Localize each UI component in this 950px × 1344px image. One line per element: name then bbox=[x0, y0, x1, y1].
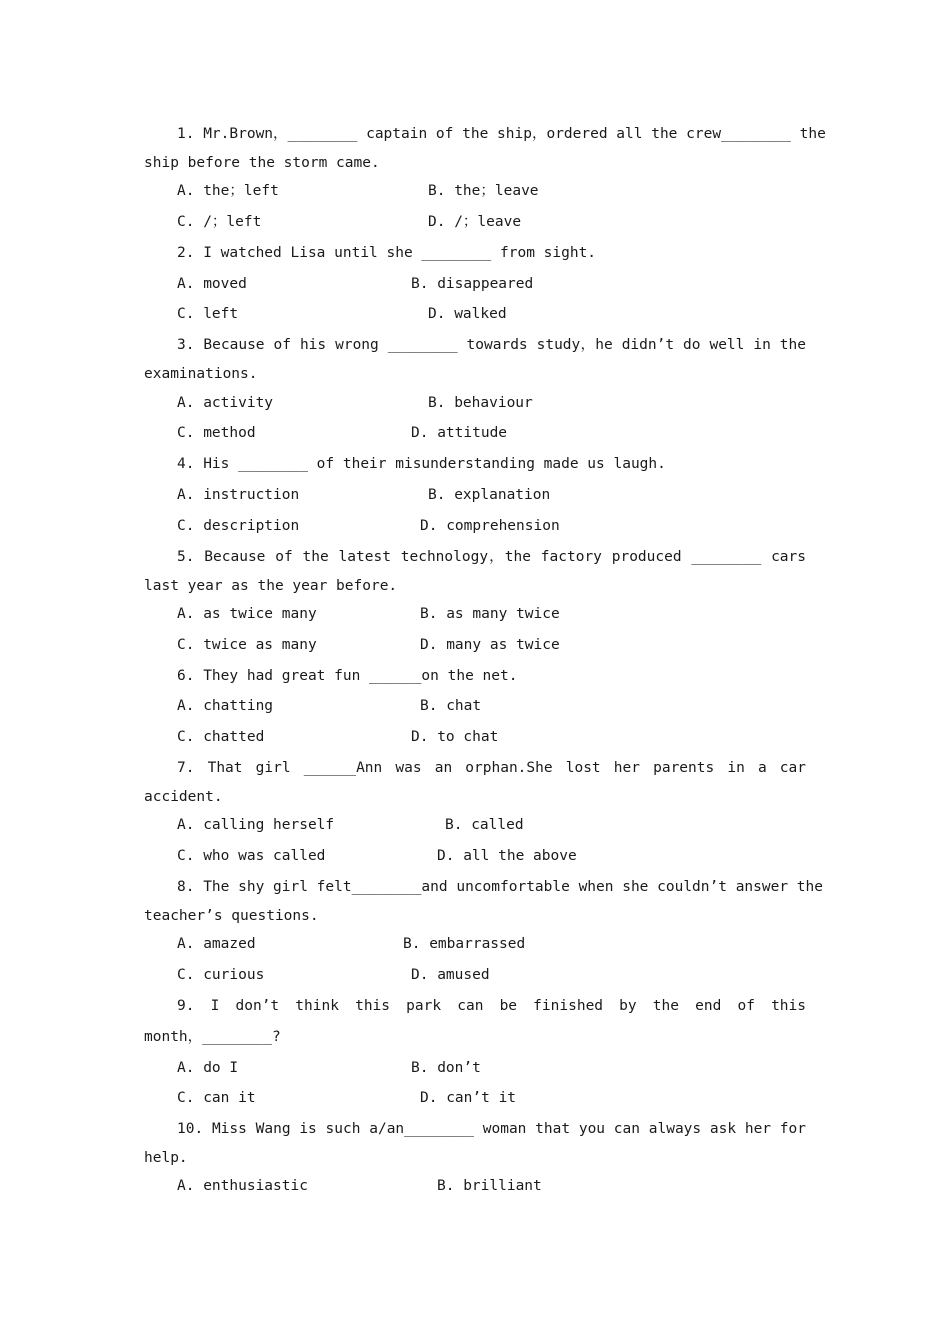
question-2-option-c: C. left bbox=[177, 306, 239, 322]
question-8-option-b: B. embarrassed bbox=[403, 936, 526, 952]
question-3-option-d: D. attitude bbox=[411, 425, 508, 441]
question-6-option-b: B. chat bbox=[420, 698, 482, 714]
question-3-line-2: examinations. bbox=[144, 366, 258, 382]
question-5-line-1: 5. Because of the latest technology，the factory produced ________ cars bbox=[177, 549, 806, 565]
question-8-line-1: 8. The shy girl felt________and uncomfortable when she couldn’t answer the bbox=[177, 879, 824, 895]
question-7-line-2: accident. bbox=[144, 789, 223, 805]
question-9-option-a: A. do I bbox=[177, 1060, 239, 1076]
question-7-option-b: B. called bbox=[445, 817, 524, 833]
question-5-option-a: A. as twice many bbox=[177, 606, 317, 622]
question-9-option-c: C. can it bbox=[177, 1090, 256, 1106]
question-10-option-a: A. enthusiastic bbox=[177, 1178, 308, 1194]
question-3-option-c: C. method bbox=[177, 425, 256, 441]
question-8-line-2: teacher’s questions. bbox=[144, 908, 319, 924]
question-2-option-a: A. moved bbox=[177, 276, 247, 292]
question-5-option-d: D. many as twice bbox=[420, 637, 560, 653]
question-4-option-d: D. comprehension bbox=[420, 518, 560, 534]
question-4-option-c: C. description bbox=[177, 518, 300, 534]
question-1-option-d: D. /；leave bbox=[428, 214, 522, 230]
question-4-option-a: A. instruction bbox=[177, 487, 300, 503]
question-9-line-1: 9. I don’t think this park can be finished by the end of this bbox=[177, 998, 806, 1014]
question-7-line-1: 7. That girl ______Ann was an orphan.She lost her parents in a car bbox=[177, 760, 806, 776]
question-3-option-b: B. behaviour bbox=[428, 395, 533, 411]
question-9-option-d: D. can’t it bbox=[420, 1090, 517, 1106]
question-1-option-a: A. the；left bbox=[177, 183, 279, 199]
question-8-option-a: A. amazed bbox=[177, 936, 256, 952]
question-9-line-2: month，________? bbox=[144, 1029, 281, 1045]
question-3-option-a: A. activity bbox=[177, 395, 274, 411]
question-7-option-a: A. calling herself bbox=[177, 817, 335, 833]
question-2-option-d: D. walked bbox=[428, 306, 507, 322]
question-6-line-1: 6. They had great fun ______on the net. bbox=[177, 668, 518, 684]
question-1-line-2: ship before the storm came. bbox=[144, 155, 380, 171]
question-4-option-b: B. explanation bbox=[428, 487, 551, 503]
question-9-option-b: B. don’t bbox=[411, 1060, 481, 1076]
question-3-line-1: 3. Because of his wrong ________ towards study，he didn’t do well in the bbox=[177, 337, 806, 353]
question-10-option-b: B. brilliant bbox=[437, 1178, 542, 1194]
question-8-option-d: D. amused bbox=[411, 967, 490, 983]
question-1-option-c: C. /；left bbox=[177, 214, 262, 230]
question-6-option-c: C. chatted bbox=[177, 729, 265, 745]
question-1-line-1: 1. Mr.Brown，________ captain of the ship，ordered all the crew________ the bbox=[177, 126, 826, 142]
question-8-option-c: C. curious bbox=[177, 967, 265, 983]
question-5-option-b: B. as many twice bbox=[420, 606, 560, 622]
question-10-line-1: 10. Miss Wang is such a/an________ woman that you can always ask her for bbox=[177, 1121, 806, 1137]
question-7-option-d: D. all the above bbox=[437, 848, 577, 864]
question-2-option-b: B. disappeared bbox=[411, 276, 534, 292]
question-10-line-2: help. bbox=[144, 1150, 188, 1166]
question-7-option-c: C. who was called bbox=[177, 848, 326, 864]
question-6-option-d: D. to chat bbox=[411, 729, 499, 745]
question-2-line-1: 2. I watched Lisa until she ________ from sight. bbox=[177, 245, 597, 261]
question-6-option-a: A. chatting bbox=[177, 698, 274, 714]
question-4-line-1: 4. His ________ of their misunderstanding made us laugh. bbox=[177, 456, 666, 472]
question-5-option-c: C. twice as many bbox=[177, 637, 317, 653]
question-1-option-b: B. the；leave bbox=[428, 183, 539, 199]
question-5-line-2: last year as the year before. bbox=[144, 578, 398, 594]
